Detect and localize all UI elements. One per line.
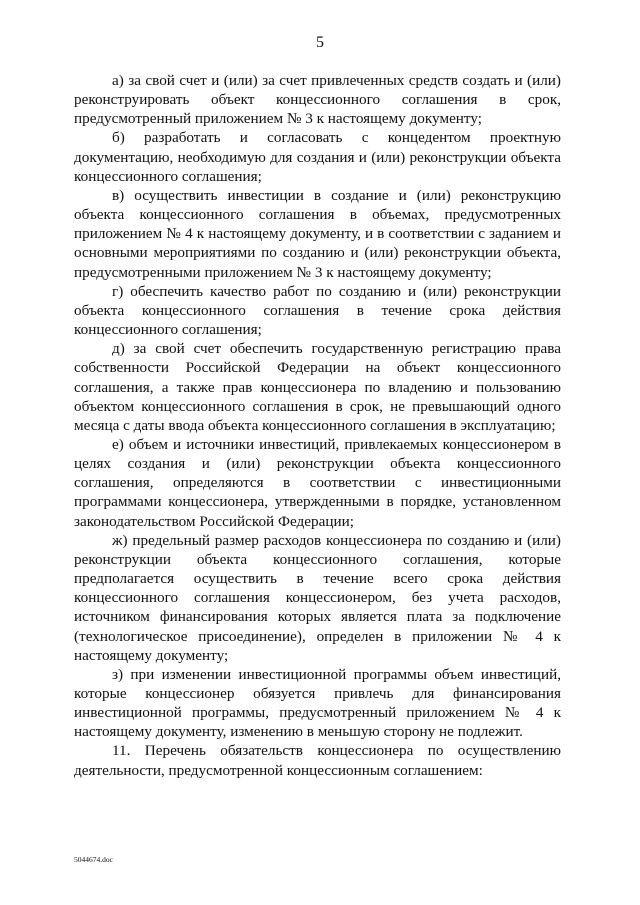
paragraph-b: б) разработать и согласовать с концедентом проектную документацию, необходимую для создания и (или) реконструкции объекта концессионного соглашения; <box>74 129 561 185</box>
paragraph-g: г) обеспечить качество работ по созданию и (или) реконструкции объекта концессионного соглашения в течение срока действия концессионного соглашения; <box>74 282 561 339</box>
page-number: 5 <box>316 34 324 51</box>
paragraph-e: е) объем и источники инвестиций, привлекаемых концессионером в целях создания и (или) реконструкции объекта концессионного соглашения, определяются в соответствии с инвестиционными программами концессионера, утвержденными в порядке, установленном законодательством Российской Федерации; <box>74 435 561 530</box>
footer-file-name: 5044674.doc <box>74 855 113 864</box>
paragraph-zh: ж) предельный размер расходов концессионера по созданию и (или) реконструкции объекта концессионного соглашения, которые предполагается осуществить в течение всего срока действия концессионного соглашения концессионером, без учета расходов, источником финансирования которых является плата за подключение (технологическое присоединение), определен в приложении № 4 к настоящему документу; <box>74 531 561 664</box>
paragraph-d: д) за свой счет обеспечить государственную регистрацию права собственности Российской Федерации на объект концессионного соглашения, а также прав концессионера по владению и пользованию объектом концессионного соглашения в срок, не превышающий одного месяца с даты ввода объекта концессионного соглашения в эксплуатацию; <box>74 340 561 434</box>
paragraph-z: з) при изменении инвестиционной программы объем инвестиций, которые концессионер обязуется привлечь для финансирования инвестиционной программы, предусмотренный приложением № 4 к настоящему документу, изменению в меньшую сторону не подлежит. <box>74 665 561 741</box>
paragraph-v: в) осуществить инвестиции в создание и (или) реконструкцию объекта концессионного соглашения в объемах, предусмотренных приложением № 4 к настоящему документу, и в соответствии с заданием и основными мероприятиями по созданию и (или) реконструкции объекта, предусмотренными приложением № 3 к настоящему документу; <box>74 186 561 281</box>
paragraph-11: 11. Перечень обязательств концессионера по осуществлению деятельности, предусмотренной концессионным соглашением: <box>74 742 561 779</box>
paragraph-a: а) за свой счет и (или) за счет привлеченных средств создать и (или) реконструировать объект концессионного соглашения в срок, предусмотренный приложением № 3 к настоящему документу; <box>74 72 561 128</box>
document-body <box>74 71 561 780</box>
